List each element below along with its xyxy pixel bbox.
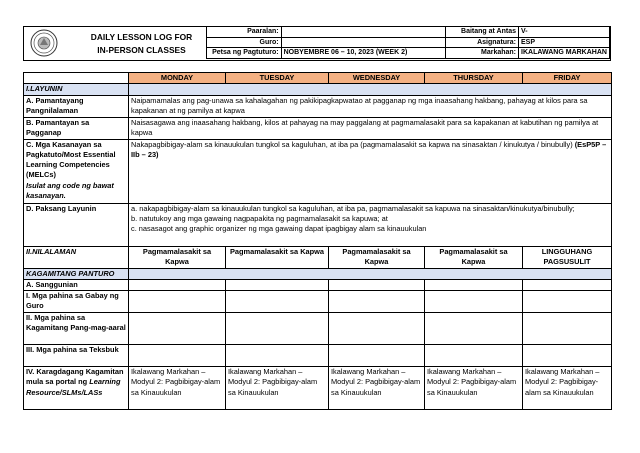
melcs-text: Nakapagbibigay-alam sa kinauukulan tungkol sa kaguluhan, at iba pa (pagmamalasakit sa kapwa na sinasaktan / kinukutya / binubully): [131, 139, 575, 149]
melcs-label-cell: [24, 139, 129, 203]
melcs-label: C. Mga Kasanayan sa Pagkatuto/Most Essential Learning Competencies (MELCs): [26, 139, 116, 180]
melcs-row: [24, 139, 612, 203]
paaralan-label: Paaralan:: [207, 27, 282, 38]
lesson-log-table: [23, 72, 612, 410]
teksbuk-tuesday: [226, 345, 329, 367]
teksbuk-row: [24, 345, 612, 367]
pamantayang-pangnilalaman-label: A. Pamantayang Pangnilalaman: [24, 95, 129, 117]
nilalaman-thursday: Pagmamalasakit sa Kapwa: [425, 246, 523, 268]
karagdagang-row: [24, 367, 612, 410]
sanggunian-row: [24, 279, 612, 290]
karagdagang-monday: Ikalawang Markahan – Modyul 2: Pagbibigay-alam sa Kinauukulan: [129, 367, 226, 410]
mag-aaral-tuesday: [226, 313, 329, 345]
karagdagang-thursday: Ikalawang Markahan – Modyul 2: Pagbibigay-alam sa Kinauukulan: [425, 367, 523, 410]
gabay-guro-monday: [129, 291, 226, 313]
asignatura-label: Asignatura:: [445, 37, 518, 48]
lesson-log-header: [23, 26, 611, 61]
markahan-value: IKALAWANG MARKAHAN: [519, 48, 610, 59]
header-info-table: [206, 26, 610, 59]
karagdagang-label-italic: Learning Resource/SLMs/LASs: [26, 377, 121, 397]
gabay-guro-thursday: [425, 291, 523, 313]
paksang-layunin-label: D. Paksang Layunin: [24, 203, 129, 246]
petsa-value: NOBYEMBRE 06 – 10, 2023 (WEEK 2): [281, 48, 445, 59]
pamantayang-pangnilalaman-row: [24, 95, 612, 117]
layunin-section-fill: [129, 84, 612, 95]
sanggunian-tuesday: [226, 279, 329, 290]
karagdagang-friday: Ikalawang Markahan – Modyul 2: Pagbibigay-alam sa Kinauukulan: [523, 367, 612, 410]
karagdagang-wednesday: Ikalawang Markahan – Modyul 2: Pagbibigay-alam sa Kinauukulan: [329, 367, 425, 410]
paksang-layunin-cell: [129, 203, 612, 246]
teksbuk-thursday: [425, 345, 523, 367]
gabay-guro-label: I. Mga pahina sa Gabay ng Guro: [24, 291, 129, 313]
gabay-guro-row: [24, 291, 612, 313]
melcs-text-cell: [129, 139, 612, 203]
karagdagang-tuesday: Ikalawang Markahan – Modyul 2: Pagbibigay-alam sa Kinauukulan: [226, 367, 329, 410]
sanggunian-monday: [129, 279, 226, 290]
pamantayan-pagganap-text: Naisasagawa ang inaasahang hakbang, kilos at pahayag na may paggalang at pagmamalasakit para sa kapakanan at kabutihan ng pamilya at kapwa: [129, 117, 612, 139]
nilalaman-monday: Pagmamalasakit sa Kapwa: [129, 246, 226, 268]
karagdagang-label-cell: [24, 367, 129, 410]
gabay-guro-tuesday: [226, 291, 329, 313]
layunin-section-label: I.LAYUNIN: [24, 84, 129, 95]
sanggunian-wednesday: [329, 279, 425, 290]
karagdagang-label: IV. Karagdagang Kagamitan mula sa portal ng: [26, 367, 124, 387]
sanggunian-label: A. Sanggunian: [24, 279, 129, 290]
mag-aaral-wednesday: [329, 313, 425, 345]
baitang-label: Baitang at Antas: [445, 27, 518, 38]
mag-aaral-row: [24, 313, 612, 345]
paaralan-value: [281, 27, 445, 38]
paksang-layunin-b: b. natutukoy ang mga gawaing nagpapakita ng pagmamalasakit sa kapuwa; at: [131, 213, 388, 223]
mag-aaral-label: II. Mga pahina sa Kagamitang Pang-mag-aaral: [24, 313, 129, 345]
pamantayan-pagganap-row: [24, 117, 612, 139]
mag-aaral-friday: [523, 313, 612, 345]
sanggunian-friday: [523, 279, 612, 290]
guro-label: Guro:: [207, 37, 282, 48]
melcs-note: Isulat ang code ng bawat kasanayan.: [26, 180, 114, 201]
teksbuk-friday: [523, 345, 612, 367]
mag-aaral-thursday: [425, 313, 523, 345]
kagamitan-section-fill: [129, 268, 612, 279]
nilalaman-tuesday: Pagmamalasakit sa Kapwa: [226, 246, 329, 268]
paksang-layunin-row: [24, 203, 612, 246]
title-line-1: DAILY LESSON LOG FOR: [90, 32, 193, 42]
nilalaman-row: [24, 246, 612, 268]
lesson-log-title: [79, 31, 204, 57]
day-thursday: THURSDAY: [425, 73, 523, 84]
nilalaman-label: II.NILALAMAN: [24, 246, 129, 268]
pamantayang-pangnilalaman-text: Naipamamalas ang pag-unawa sa kahalagahan ng pakikipagkapwatao at pagganap ng mga inaasahang hakbang, pahayag at kilos para sa kapakanan at ng pamilya at kapwa: [129, 95, 612, 117]
nilalaman-friday: LINGGUHANG PAGSUSULIT: [523, 246, 612, 268]
kagamitan-section-label: KAGAMITANG PANTURO: [24, 268, 129, 279]
asignatura-value: ESP: [519, 37, 610, 48]
teksbuk-label: III. Mga pahina sa Teksbuk: [24, 345, 129, 367]
deped-seal-icon: [30, 29, 58, 57]
teksbuk-wednesday: [329, 345, 425, 367]
day-tuesday: TUESDAY: [226, 73, 329, 84]
gabay-guro-wednesday: [329, 291, 425, 313]
days-corner: [24, 73, 129, 84]
baitang-value: V-: [519, 27, 610, 38]
teksbuk-monday: [129, 345, 226, 367]
day-wednesday: WEDNESDAY: [329, 73, 425, 84]
day-monday: MONDAY: [129, 73, 226, 84]
paksang-layunin-c: c. nasasagot ang graphic organizer ng mga gawaing dapat ipagbigay alam sa kinauukulan: [131, 224, 427, 234]
kagamitan-section-row: [24, 268, 612, 279]
petsa-label: Petsa ng Pagtuturo:: [207, 48, 282, 59]
mag-aaral-monday: [129, 313, 226, 345]
sanggunian-thursday: [425, 279, 523, 290]
days-row: [24, 73, 612, 84]
title-line-2: IN-PERSON CLASSES: [97, 45, 186, 55]
pamantayan-pagganap-label: B. Pamantayan sa Pagganap: [24, 117, 129, 139]
paksang-layunin-a: a. nakapagbibigay-alam sa kinauukulan tungkol sa kaguluhan, at iba pa, pagmamalasakit sa kapuwa na sinasaktan/kinukutya/binubully;: [131, 203, 575, 213]
markahan-label: Markahan:: [445, 48, 518, 59]
melcs-code: (EsP5P – IIb – 23): [131, 139, 607, 159]
layunin-section-row: [24, 84, 612, 95]
day-friday: FRIDAY: [523, 73, 612, 84]
nilalaman-wednesday: Pagmamalasakit sa Kapwa: [329, 246, 425, 268]
gabay-guro-friday: [523, 291, 612, 313]
guro-value: [281, 37, 445, 48]
